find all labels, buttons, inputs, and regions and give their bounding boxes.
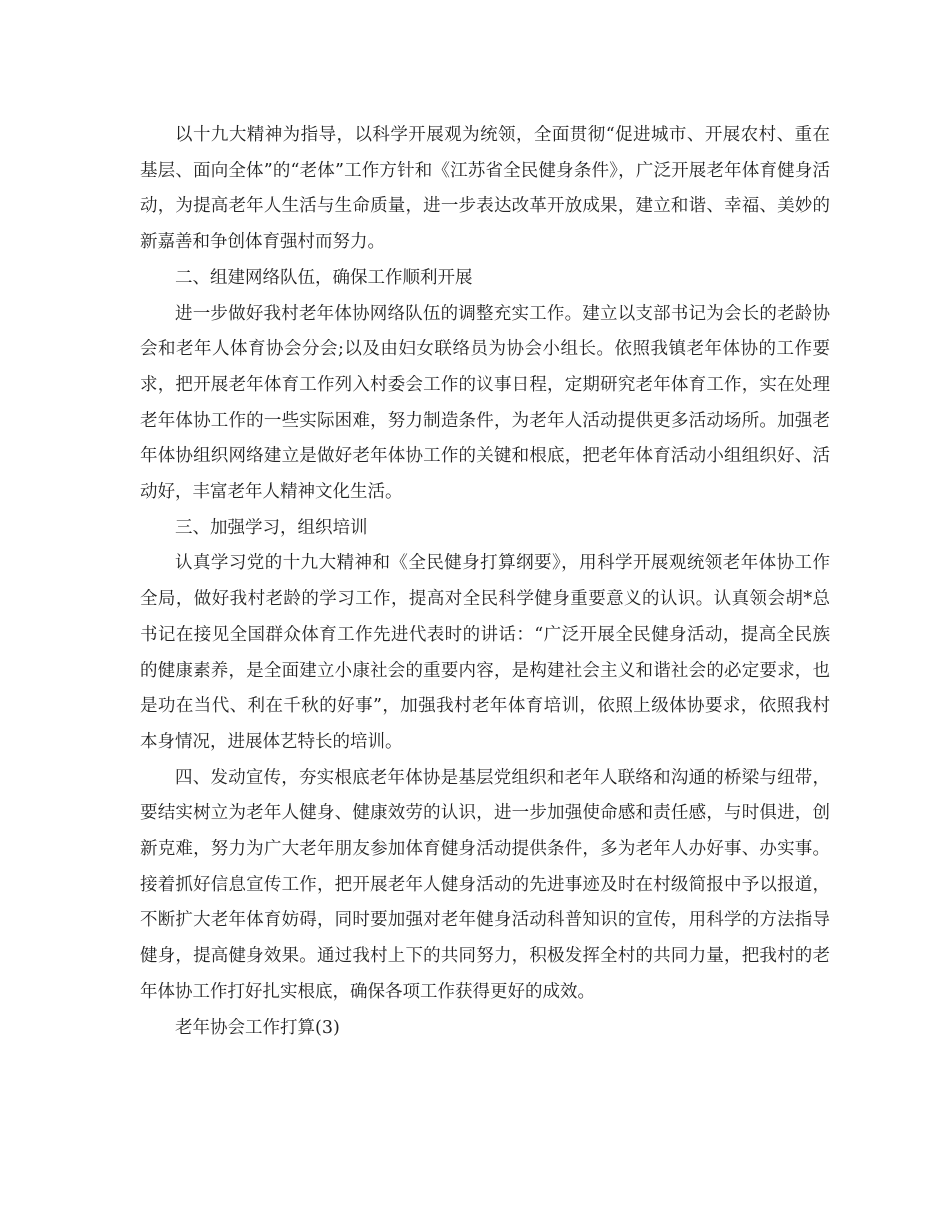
section-2-paragraph: 进一步做好我村老年体协网络队伍的调整充实工作。建立以支部书记为会长的老龄协会和老年人体育协会分会;以及由妇女联络员为协会小组长。依照我镇老年体协的工作要求，把开展老年体育工作列入村委会工作的议事日程，定期研究老年体育工作，实在处理老年体协工作的一些实际困难，努力制造条件，为老年人活动提供更多活动场所。加强老年体协组织网络建立是做好老年体协工作的关键和根底，把老年体育活动小组组织好、活动好，丰富老年人精神文化生活。 (140, 303, 830, 503)
section-4-paragraph: 四、发动宣传，夯实根底老年体协是基层党组织和老年人联络和沟通的桥梁与纽带，要结实树立为老年人健身、健康效劳的认识，进一步加强使命感和责任感，与时俱进，创新克难，努力为广大老年朋友参加体育健身活动提供条件，多为老年人办好事、办实事。接着抓好信息宣传工作，把开展老年人健身活动的先进事迹及时在村级简报中予以报道，不断扩大老年体育妨碍，同时要加强对老年健身活动科普知识的宣传，用科学的方法指导健身，提高健身效果。通过我村上下的共同努力，积极发挥全村的共同力量，把我村的老年体协工作打好扎实根底，确保各项工作获得更好的成效。 (140, 767, 830, 1002)
next-document-title: 老年协会工作打算(3) (175, 1017, 340, 1038)
section-heading-2: 二、组建网络队伍，确保工作顺利开展 (175, 267, 473, 288)
document-page (140, 118, 830, 1046)
section-3-paragraph: 认真学习党的十九大精神和《全民健身打算纲要》，用科学开展观统领老年体协工作全局，做好我村老龄的学习工作，提高对全民科学健身重要意义的认识。认真领会胡*总书记在接见全国群众体育工作先进代表时的讲话：“广泛开展全民健身活动，提高全民族的健康素养，是全面建立小康社会的重要内容，是构建社会主义和谐社会的必定要求，也是功在当代、利在千秋的好事”，加强我村老年体育培训，依照上级体协要求，依照我村本身情况，进展体艺特长的培训。 (140, 553, 830, 752)
section-heading-3: 三、加强学习，组织培训 (175, 517, 368, 538)
intro-paragraph: 以十九大精神为指导，以科学开展观为统领，全面贯彻“促进城市、开展农村、重在基层、面向全体”的“老体”工作方针和《江苏省全民健身条件》，广泛开展老年体育健身活动，为提高老年人生活与生命质量，进一步表达改革开放成果，建立和谐、幸福、美妙的新嘉善和争创体育强村而努力。 (140, 125, 830, 253)
